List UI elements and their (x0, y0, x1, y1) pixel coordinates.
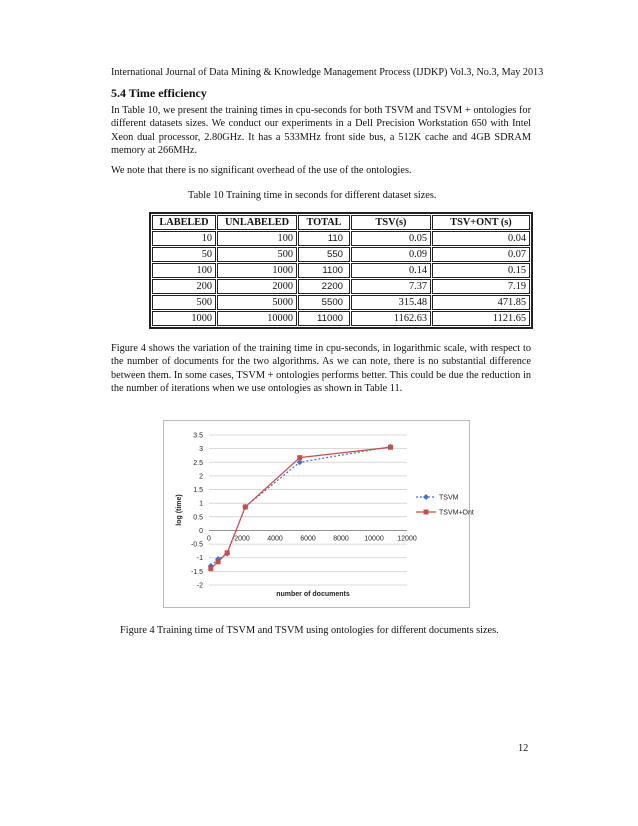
cell-unlabeled: 500 (217, 247, 297, 262)
cell-tsv-ont: 0.04 (432, 231, 530, 246)
cell-total: 2200 (298, 279, 350, 294)
cell-tsv: 0.05 (351, 231, 431, 246)
paragraph-overhead: We note that there is no significant overhead of the use of the ontologies. (111, 165, 412, 176)
cell-tsv: 1162.63 (351, 311, 431, 326)
table-caption: Table 10 Training time in seconds for different dataset sizes. (188, 190, 437, 201)
cell-unlabeled: 5000 (217, 295, 297, 310)
x-tick-label: 0 (207, 535, 211, 543)
x-tick-label: 2000 (234, 535, 250, 543)
cell-tsv-ont: 471.85 (432, 295, 530, 310)
cell-tsv-ont: 1121.65 (432, 311, 530, 326)
legend-label: TSVM (439, 494, 459, 502)
table-header-row (152, 215, 530, 230)
col-header-total: TOTAL (298, 215, 350, 230)
table-row (152, 263, 530, 278)
training-time-chart (163, 420, 474, 608)
x-tick-label: 10000 (364, 535, 384, 543)
cell-labeled: 100 (152, 263, 216, 278)
y-tick-label: 1 (199, 500, 203, 508)
table-row (152, 231, 530, 246)
x-axis-label: number of documents (276, 591, 350, 598)
col-header-tsv-ont: TSV+ONT (s) (432, 215, 530, 230)
table-row (152, 279, 530, 294)
legend-marker (424, 510, 429, 515)
cell-total: 110 (298, 231, 350, 246)
series-line-tsvm (211, 447, 391, 566)
journal-header: International Journal of Data Mining & Knowledge Management Process (IJDKP) Vol.3, No.3, May 2013 (111, 67, 544, 78)
data-point (216, 559, 221, 564)
y-tick-label: -1 (196, 555, 203, 563)
paragraph-intro: In Table 10, we present the training times in cpu-seconds for both TSVM and TSVM + ontologies for different datasets sizes. We conduct our experiments in a Dell Precision Workstation 650 with Intel Xeon dual processor, 2.80GHz. It has a 533MHz front side bus, a 512K cache and 4GB SDRAM memory at 266MHz. (111, 105, 531, 157)
col-header-unlabeled: UNLABELED (217, 215, 297, 230)
y-tick-label: 2.5 (193, 459, 203, 467)
cell-unlabeled: 2000 (217, 279, 297, 294)
table-row (152, 295, 530, 310)
x-tick-label: 6000 (300, 535, 316, 543)
cell-total: 550 (298, 247, 350, 262)
cell-total: 5500 (298, 295, 350, 310)
page-number: 12 (518, 743, 529, 754)
y-tick-label: 3.5 (193, 432, 203, 440)
series-line-tsvm-ont (211, 447, 391, 568)
col-header-labeled: LABELED (152, 215, 216, 230)
cell-labeled: 10 (152, 231, 216, 246)
y-tick-label: 3 (199, 446, 203, 454)
cell-total: 1100 (298, 263, 350, 278)
y-tick-label: 1.5 (193, 487, 203, 495)
chart-svg (164, 421, 474, 607)
data-point (225, 550, 230, 555)
training-time-table (149, 212, 533, 329)
data-point (208, 566, 213, 571)
data-point (388, 445, 393, 450)
x-tick-label: 8000 (333, 535, 349, 543)
cell-unlabeled: 100 (217, 231, 297, 246)
table-row (152, 247, 530, 262)
cell-tsv: 315.48 (351, 295, 431, 310)
data-point (297, 455, 302, 460)
x-tick-label: 12000 (397, 535, 417, 543)
cell-labeled: 500 (152, 295, 216, 310)
y-tick-label: 0 (199, 527, 203, 535)
paragraph-figure-discussion: Figure 4 shows the variation of the training time in cpu-seconds, in logarithmic scale, with respect to the number of documents for the two algorithms. As we can note, there is no substantial difference between them. In some cases, TSVM + ontologies performs better. This could be due the reduction in the number of iterations when we use ontologies as shown in Table 11. (111, 343, 531, 395)
cell-labeled: 200 (152, 279, 216, 294)
cell-tsv: 0.09 (351, 247, 431, 262)
cell-total: 11000 (298, 311, 350, 326)
figure-caption: Figure 4 Training time of TSVM and TSVM using ontologies for different documents sizes. (120, 625, 499, 636)
section-title: 5.4 Time efficiency (111, 86, 207, 100)
y-tick-label: 2 (199, 473, 203, 481)
y-tick-label: -2 (196, 582, 203, 590)
col-header-tsv: TSV(s) (351, 215, 431, 230)
y-tick-label: 0.5 (193, 514, 203, 522)
cell-unlabeled: 1000 (217, 263, 297, 278)
cell-tsv: 7.37 (351, 279, 431, 294)
legend-label: TSVM+Ont (439, 509, 474, 517)
data-point (243, 505, 248, 510)
cell-labeled: 1000 (152, 311, 216, 326)
y-tick-label: -1.5 (190, 568, 203, 576)
legend-marker (423, 494, 429, 500)
cell-labeled: 50 (152, 247, 216, 262)
cell-unlabeled: 10000 (217, 311, 297, 326)
x-tick-label: 4000 (267, 535, 283, 543)
cell-tsv-ont: 0.07 (432, 247, 530, 262)
y-axis-label: log (time) (176, 494, 183, 526)
table-row (152, 311, 530, 326)
cell-tsv-ont: 7.19 (432, 279, 530, 294)
y-tick-label: -0.5 (190, 541, 203, 549)
cell-tsv: 0.14 (351, 263, 431, 278)
cell-tsv-ont: 0.15 (432, 263, 530, 278)
